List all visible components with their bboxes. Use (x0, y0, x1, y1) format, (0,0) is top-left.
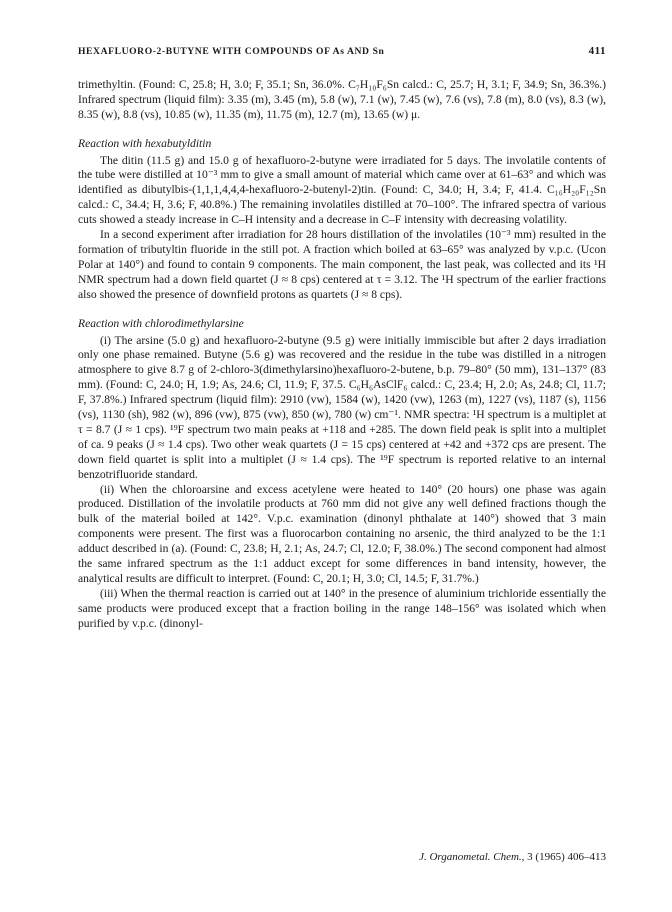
section-heading-hexabutylditin: Reaction with hexabutylditin (78, 136, 212, 150)
section-heading-chlorodimethylarsine: Reaction with chlorodimethylarsine (78, 316, 244, 330)
running-title: HEXAFLUORO-2-BUTYNE WITH COMPOUNDS OF As AND Sn (78, 46, 385, 57)
page-body (78, 44, 606, 632)
running-header (78, 44, 606, 60)
journal-name: J. Organometal. Chem., (419, 851, 525, 863)
journal-footer (419, 851, 606, 863)
page-number: 411 (588, 45, 606, 57)
intro-paragraph: trimethyltin. (Found: C, 25.8; H, 3.0; F, 35.1; Sn, 36.0%. C₇H₁₀F₆Sn calcd.: C, 25.7; H, 3.1; F, 34.9; Sn, 36.3%.) Infrared spectrum (liquid film): 3.35 (m), 3.45 (m), 5.8 (w), 7.1 (w), 7.45 (w), 7.6 (vs), 7.8 (m), 8.0 (vs), 8.3 (w), 8.35 (w), 8.8 (vs), 10.85 (w), 11.35 (m), 11.75 (m), 12.7 (m), 13.65 (w) μ. (78, 77, 606, 121)
paragraph-second-experiment: In a second experiment after irradiation for 28 hours distillation of the involatiles (10⁻³ mm) resulted in the formation of tributyltin fluoride in the still pot. A fraction which boiled at 63–65° was analyzed by v.p.c. (Ucon Polar at 140°) and found to contain 9 components. The main component, the last peak, was collected and its ¹H NMR spectrum had a down field quartet (J ≈ 8 cps) centered at τ = 3.12. The ¹H spectrum of the earlier fractions also showed the presence of downfield protons as quartets (J ≈ 8 cps). (78, 228, 606, 301)
paragraph-arsine-ii: (ii) When the chloroarsine and excess acetylene were heated to 140° (20 hours) one phase was again produced. Distillation of the involatile products at 760 mm did not give any well defined fractions though the bulk of the material boiled at 142°. V.p.c. examination (dinonyl phthalate at 140°) showed that 3 main components were present. The first was a fluorocarbon containing no arsenic, the third analyzed to be the 1:1 adduct described in (a). (Found: C, 23.8; H, 2.1; As, 24.7; Cl, 12.0; F, 38.0%.) The second component had almost the same infrared spectrum as the 1:1 adduct except for some differences in band intensity, however, the analytical results are difficult to interpret. (Found: C, 20.1; H, 3.0; Cl, 14.5; F, 31.7%.) (78, 482, 606, 585)
paragraph-arsine-i: (i) The arsine (5.0 g) and hexafluoro-2-butyne (9.5 g) were initially immiscible but after 2 days irradiation only one phase remained. Butyne (5.6 g) was recovered and the residue in the tube was distilled in a nitrogen atmosphere to give 8.7 g of 2-chloro-3(dimethylarsino)hexafluoro-2-butene, b.p. 79–80° (50 mm), 131–137° (83 mm). (Found: C, 24.0; H, 1.9; As, 24.6; Cl, 11.9; F, 37.5. C₆H₆AsClF₆ calcd.: C, 23.4; H, 2.0; As, 24.8; Cl, 11.7; F, 37.8%.) Infrared spectrum (liquid film): 2910 (vw), 1584 (w), 1420 (vw), 1263 (m), 1227 (vs), 1187 (s), 1156 (vs), 1130 (sh), 982 (w), 896 (vw), 875 (vw), 850 (w), 780 (w) cm⁻¹. NMR spectra: ¹H spectrum is a multiplet at τ = 8.7 (J ≈ 1 cps). ¹⁹F spectrum two main peaks at +118 and +285. The down field peak is split into a multiplet of ca. 9 peaks (J ≈ 1.4 cps). Two other weak quartets (J = 15 cps) centered at +42 and +372 cps are present. The down field quartet is split into a multiplet (J ≈ 1.4 cps). The ¹⁹F spectrum is reported relative to an internal benzotrifluoride standard. (78, 333, 606, 481)
paragraph-arsine-iii: (iii) When the thermal reaction is carried out at 140° in the presence of aluminium trichloride essentially the same products were produced except that a fraction boiling in the range 148–156° was isolated which when purified by v.p.c. (dinonyl- (78, 586, 606, 630)
paragraph-ditin-irradiation: The ditin (11.5 g) and 15.0 g of hexafluoro-2-butyne were irradiated for 5 days. The involatile contents of the tube were distilled at 10⁻³ mm to give a small amount of material which came over at 61–63° and which was identified as dibutylbis-(1,1,1,4,4,4-hexafluoro-2-butenyl-2)tin. (Found: C, 34.0; H, 3.4; F, 41.4. C₁₆H₂₀F₁₂Sn calcd.: C, 34.4; H, 3.6; F, 40.8%.) The remaining involatiles distilled at 70–100°. The infrared spectra of various cuts showed a steady increase in C–H intensity and a decrease in C–F intensity with decreasing volatility. (78, 153, 606, 227)
journal-citation: 3 (1965) 406–413 (527, 851, 606, 863)
